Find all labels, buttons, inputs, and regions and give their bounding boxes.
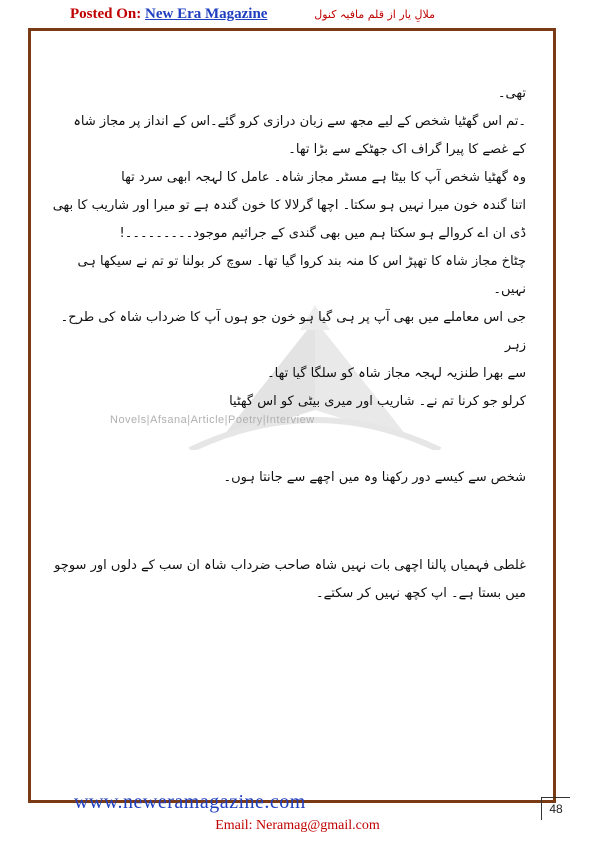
page-header xyxy=(0,0,595,30)
blank-space xyxy=(48,492,526,552)
paragraph: اتنا گندہ خون میرا نہیں ہو سکتا۔ اچھا گرلالا کا خون گندہ ہے تو میرا اور شاریب کا بھی xyxy=(52,198,526,213)
paragraph: ۔تم اس گھٹیا شخص کے لیے مجھ سے زبان درازی کرو گئے۔اس کے انداز پر مجاز شاہ xyxy=(73,114,526,129)
paragraph: ڈی ان اے کروالے ہو سکتا ہم میں بھی گندی کے جراثیم موجود۔۔۔۔۔۔۔۔۔! xyxy=(119,226,526,241)
paragraph: شخص سے کیسے دور رکھنا وہ میں اچھے سے جانتا ہوں۔ xyxy=(223,470,526,485)
magazine-link[interactable]: New Era Magazine xyxy=(145,6,268,22)
blank-space xyxy=(48,416,526,464)
paragraph: غلطی فہمیاں پالنا اچھی بات نہیں شاہ صاحب ضرداب شاہ ان سب کے دلوں اور سوچو xyxy=(54,558,526,573)
paragraph: چٹاخ مجاز شاہ کا تھپڑ اس کا منہ بند کروا گیا تھا۔ سوچ کر بولنا تو تم نے سیکھا ہی نہیں۔ xyxy=(77,254,526,297)
watermark-text: Novels|Afsana|Article|Poetry|Interview xyxy=(110,414,315,426)
paragraph: کرلو جو کرنا تم نے۔ شاریب اور میری بیٹی کو اس گھٹیا xyxy=(229,394,526,409)
paragraph: تھی۔ xyxy=(497,86,526,101)
story-text xyxy=(48,80,526,608)
paragraph: کے غصے کا پیرا گراف اک جھٹکے سے بڑا تھا۔ xyxy=(288,142,526,157)
posted-on-label: Posted On: xyxy=(70,6,142,22)
page-number: 48 xyxy=(541,797,570,820)
paragraph: سے بھرا طنزیہ لہجہ مجاز شاہ کو سلگا گیا تھا۔ xyxy=(267,366,526,381)
posted-on xyxy=(70,6,267,23)
email-address: Email: Neramag@gmail.com xyxy=(215,818,380,833)
paragraph: میں بستا ہے۔ اپ کچھ نہیں کر سکتے۔ xyxy=(316,586,526,601)
paragraph: وہ گھٹیا شخص آپ کا بیٹا ہے مسٹر مجاز شاہ۔ عامل کا لہجہ ابھی سرد تھا xyxy=(121,170,526,185)
author-line: ملالِ یار از قلم مافیہ کنول xyxy=(314,8,435,21)
paragraph: جی اس معاملے میں بھی آپ پر ہی گیا ہو خون جو ہوں آپ کا ضرداب شاہ کی طرح۔ زہر xyxy=(60,310,526,353)
website-url[interactable]: www.neweramagazine.com xyxy=(74,791,306,813)
